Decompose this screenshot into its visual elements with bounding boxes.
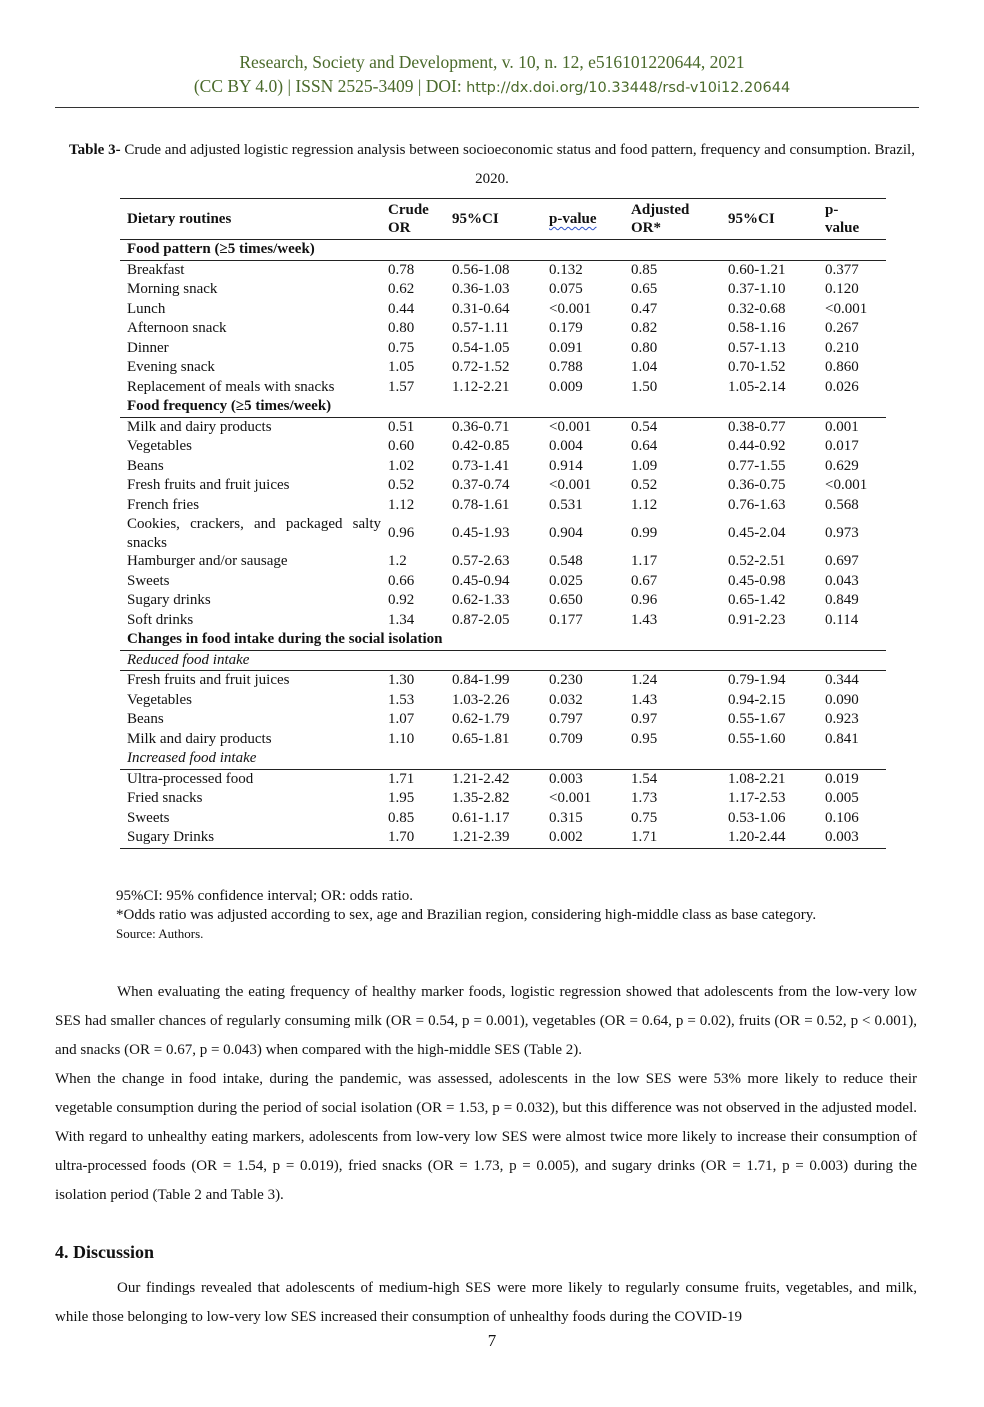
table-row [120,611,886,631]
ci-adjusted: 0.76-1.63 [728,496,786,513]
table-notes [116,887,816,942]
subsection-increased-intake-title: Increased food intake [120,749,886,769]
pvalue-adjusted: 0.344 [825,672,859,688]
crude-or: 1.70 [381,828,445,848]
ci-adjusted: 0.55-1.60 [728,730,786,747]
pvalue-crude: <0.001 [549,477,592,493]
results-paragraph-2: When the change in food intake, during the pandemic, was assessed, adolescents in the low SES were 53% more likely to reduce their vegetable consumption during the period of social isolation (OR = 1.53, p = 0.032), but this difference was not observed in the adjusted model. With regard to unhealthy eating markers, adolescents from low-very low SES were almost twice more likely to increase their consumption of ultra-processed foods (OR = 1.54, p = 0.019), fried snacks (OR = 1.73, p = 0.005), and sugary drinks (OR = 1.71, p = 0.003) during the isolation period (Table 2 and Table 3). [55,1071,917,1203]
crude-or: 1.30 [388,672,415,688]
crude-or: 0.80 [388,320,415,336]
adjusted-or: 1.54 [631,770,658,787]
section-food-pattern-title: Food pattern (≥5 times/week) [120,240,886,261]
ci-adjusted: 0.79-1.94 [728,672,786,688]
table-row [120,260,886,280]
row-label: Sugary drinks [127,592,211,608]
ci-adjusted: 0.52-2.51 [728,553,786,569]
ci-crude: 0.45-0.94 [452,572,510,589]
ci-crude: 1.21-2.42 [452,770,510,787]
table-row [120,339,886,359]
adjusted-or: 1.71 [624,828,721,848]
table-caption-label: Table 3- [69,142,121,158]
pvalue-adjusted: 0.568 [825,496,859,513]
pvalue-crude: 0.025 [549,572,583,589]
row-label: Sugary Drinks [120,828,381,848]
ci-crude: 0.42-0.85 [452,438,510,454]
crude-or: 0.92 [388,592,415,608]
pvalue-adjusted: 0.210 [825,339,859,356]
pvalue-crude: 0.914 [549,457,583,474]
section-changes-intake-title: Changes in food intake during the social isolation [120,630,886,650]
ci-adjusted: 0.55-1.67 [728,711,786,727]
pvalue-adjusted: 0.697 [825,553,859,569]
pvalue-crude: 0.003 [549,770,583,787]
pvalue-adjusted: 0.017 [825,438,859,454]
table-row [120,789,886,809]
adjusted-or: 0.80 [631,339,658,356]
col-header-adjusted-or: Adjusted OR* [624,199,721,240]
pvalue-crude: <0.001 [549,300,592,317]
table-caption [60,136,924,194]
ci-crude: 0.36-1.03 [452,281,510,297]
adjusted-or: 1.43 [631,611,658,628]
section-changes-intake [120,630,886,650]
ci-crude: 0.56-1.08 [452,261,510,278]
ci-adjusted: 0.77-1.55 [728,457,786,474]
table-row [120,730,886,750]
table-row [120,358,886,378]
ci-adjusted: 0.65-1.42 [728,592,786,608]
ci-adjusted: 0.45-0.98 [728,572,786,589]
section-heading-discussion: 4. Discussion [55,1242,155,1262]
pvalue-adjusted: 0.114 [825,611,859,628]
crude-or: 0.52 [388,477,415,493]
ci-adjusted: 0.32-0.68 [728,300,786,317]
row-label: Hamburger and/or sausage [127,553,288,569]
pvalue-crude: 0.650 [549,592,583,608]
row-label: Ultra-processed food [127,770,254,787]
pvalue-adjusted: 0.005 [825,790,859,806]
regression-table [120,198,886,849]
crude-or: 0.51 [388,418,415,435]
crude-or: 1.34 [388,611,415,628]
col-header-pvalue-adjusted: p- value [818,199,886,240]
pvalue-crude: 0.177 [549,611,583,628]
crude-or: 0.96 [388,525,415,542]
adjusted-or: 0.82 [631,320,658,336]
pvalue-crude: 0.032 [549,691,583,708]
ci-crude: 1.03-2.26 [452,691,510,708]
crude-or: 1.10 [388,730,415,747]
adjusted-or: 0.64 [631,438,658,454]
ci-crude: 0.62-1.33 [452,592,510,608]
crude-or: 1.71 [388,770,415,787]
crude-or: 1.53 [388,691,415,708]
ci-adjusted: 0.36-0.75 [728,477,786,493]
crude-or: 1.2 [388,553,407,569]
pvalue-adjusted: 0.003 [818,828,886,848]
adjusted-or: 1.43 [631,691,658,708]
pvalue-adjusted: 0.377 [825,261,859,278]
note-source: Source: Authors. [116,926,204,941]
pvalue-crude: 0.531 [549,496,583,513]
adjusted-or: 0.65 [631,281,658,297]
ci-adjusted: 0.58-1.16 [728,320,786,336]
adjusted-or: 1.73 [631,790,658,806]
adjusted-or: 1.12 [631,496,658,513]
row-label: Fresh fruits and fruit juices [127,672,290,688]
pvalue-crude: 0.548 [549,553,583,569]
results-paragraph-1: When evaluating the eating frequency of healthy marker foods, logistic regression showed that adolescents from the low-very low SES had smaller chances of regularly consuming milk (OR = 0.54, p = 0.001), vegetables (OR = 0.64, p = 0.02), fruits (OR = 0.52, p < 0.001), and snacks (OR = 0.67, p = 0.043) when compared with the high-middle SES (Table 2). [55,984,917,1058]
note-abbreviations: 95%CI: 95% confidence interval; OR: odds ratio. [116,888,414,904]
ci-crude: 0.72-1.52 [452,359,510,375]
pvalue-adjusted: 0.267 [825,320,859,336]
table-row [120,828,886,848]
row-label: Milk and dairy products [127,730,272,747]
row-label: Fresh fruits and fruit juices [127,477,290,493]
subsection-reduced-intake [120,650,886,671]
ci-adjusted: 0.60-1.21 [728,261,786,278]
ci-crude: 0.57-2.63 [452,553,510,569]
pvalue-adjusted: 0.860 [825,359,859,375]
row-label: Vegetables [127,438,192,454]
table-row [120,515,886,552]
table-row [120,552,886,572]
table-row [120,591,886,611]
pvalue-crude: 0.075 [549,281,583,297]
crude-or: 1.12 [388,496,415,513]
crude-or: 0.60 [388,438,415,454]
crude-or: 0.44 [388,300,415,317]
table-header-row [120,199,886,240]
col-header-ci-adjusted: 95%CI [721,199,818,240]
ci-crude: 0.57-1.11 [452,320,509,336]
pvalue-adjusted: 0.923 [825,711,859,727]
crude-or: 1.05 [388,359,415,375]
row-label: Milk and dairy products [127,418,272,435]
row-label: Fried snacks [127,790,203,806]
crude-or: 0.62 [388,281,415,297]
pvalue-adjusted: 0.090 [825,691,859,708]
ci-crude: 0.31-0.64 [452,300,510,317]
ci-crude: 0.37-0.74 [452,477,510,493]
subsection-reduced-intake-title: Reduced food intake [120,650,886,671]
pvalue-crude: 0.132 [549,261,583,278]
row-label: Cookies, crackers, and packaged salty snacks [127,516,381,551]
col-header-crude-or: Crude OR [381,199,445,240]
table-row [120,280,886,300]
ci-adjusted: 0.45-2.04 [728,525,786,542]
ci-crude: 0.73-1.41 [452,457,510,474]
ci-crude: 0.62-1.79 [452,711,510,727]
row-label: Afternoon snack [127,320,227,336]
row-label: Morning snack [127,281,218,297]
pvalue-crude: 0.315 [549,809,583,826]
table-row [120,457,886,477]
header-divider [55,107,919,108]
adjusted-or: 0.97 [631,711,658,727]
pvalue-crude: 0.709 [549,730,583,747]
pvalue-crude: 0.788 [549,359,583,375]
ci-crude: 0.87-2.05 [452,611,510,628]
pvalue-adjusted: 0.973 [825,525,859,542]
pvalue-adjusted: 0.849 [825,592,859,608]
adjusted-or: 0.52 [631,477,658,493]
ci-adjusted: 0.94-2.15 [728,691,786,708]
ci-crude: 1.12-2.21 [452,378,510,395]
ci-adjusted: 1.17-2.53 [728,790,786,806]
adjusted-or: 0.67 [631,572,658,589]
adjusted-or: 0.47 [631,300,658,317]
row-label: Beans [127,711,164,727]
crude-or: 1.02 [388,457,415,474]
discussion-paragraph-1: Our findings revealed that adolescents of medium-high SES were more likely to regularly consume fruits, vegetables, and milk, while those belonging to low-very low SES increased their consumption of unhealthy foods during the COVID-19 [55,1280,917,1325]
table-row [120,300,886,320]
ci-adjusted: 0.91-2.23 [728,611,786,628]
row-label: Sweets [127,572,170,589]
pvalue-adjusted: 0.043 [825,572,859,589]
section-food-frequency [120,397,886,417]
crude-or: 0.78 [388,261,415,278]
table-row [120,496,886,516]
ci-crude: 0.78-1.61 [452,496,510,513]
note-adjustment: *Odds ratio was adjusted according to sex, age and Brazilian region, considering high-middle class as base category. [116,907,817,923]
pvalue-adjusted: 0.841 [825,730,859,747]
table-row [120,710,886,730]
row-label: Sweets [127,809,170,826]
ci-adjusted: 0.57-1.13 [728,339,786,356]
pvalue-crude: 0.179 [549,320,583,336]
pvalue-label: p-value [549,211,597,227]
crude-or: 1.95 [388,790,415,806]
crude-or: 0.75 [388,339,415,356]
pvalue-crude: <0.001 [549,418,592,435]
ci-crude: 1.21-2.39 [445,828,542,848]
pvalue-crude: 0.797 [549,711,583,727]
adjusted-or: 1.50 [631,378,658,395]
license-issn: (CC BY 4.0) | ISSN 2525-3409 | DOI: [193,76,467,96]
pvalue-adjusted: <0.001 [825,477,868,493]
row-label: French fries [127,496,200,513]
table-row [120,671,886,691]
ci-crude: 0.36-0.71 [452,418,510,435]
col-header-routine: Dietary routines [120,199,381,240]
table-row [120,437,886,457]
ci-crude: 0.65-1.81 [452,730,510,747]
adjusted-or: 1.04 [631,359,658,375]
row-label: Replacement of meals with snacks [127,378,335,395]
pvalue-crude: 0.230 [549,672,583,688]
ci-adjusted: 1.05-2.14 [728,378,786,395]
pvalue-adjusted: 0.026 [825,378,859,395]
ci-adjusted: 0.70-1.52 [728,359,786,375]
col-header-pvalue-crude [542,199,624,240]
ci-crude: 0.45-1.93 [452,525,510,542]
pvalue-adjusted: 0.106 [825,809,859,826]
table-row [120,809,886,829]
pvalue-crude: 0.091 [549,339,583,356]
row-label: Soft drinks [127,611,194,628]
pvalue-adjusted: 0.019 [825,770,859,787]
adjusted-or: 0.95 [631,730,658,747]
table-row [120,378,886,398]
col-header-ci-crude: 95%CI [445,199,542,240]
table-caption-text: Crude and adjusted logistic regression analysis between socioeconomic status and food pattern, frequency and consumption. Brazil, 2020. [120,142,915,187]
adjusted-or: 1.17 [631,553,658,569]
pvalue-adjusted: <0.001 [825,300,868,317]
pvalue-crude: 0.002 [542,828,624,848]
crude-or: 1.07 [388,711,415,727]
ci-crude: 0.61-1.17 [452,809,510,826]
ci-adjusted: 1.20-2.44 [721,828,818,848]
row-label: Vegetables [127,691,192,708]
row-label: Dinner [127,339,169,356]
ci-crude: 0.84-1.99 [452,672,510,688]
journal-citation: Research, Society and Development, v. 10, n. 12, e516101220644, 2021 [239,52,745,72]
table-row [120,476,886,496]
doi-link[interactable]: http://dx.doi.org/10.33448/rsd-v10i12.20644 [466,80,791,96]
pvalue-crude: 0.004 [549,438,583,454]
pvalue-crude: <0.001 [549,790,592,806]
ci-adjusted: 0.37-1.10 [728,281,786,297]
adjusted-or: 1.09 [631,457,658,474]
table-row [120,417,886,437]
ci-adjusted: 0.53-1.06 [728,809,786,826]
ci-crude: 1.35-2.82 [452,790,510,806]
ci-crude: 0.54-1.05 [452,339,510,356]
pvalue-adjusted: 0.629 [825,457,859,474]
table-row [120,769,886,789]
row-label: Lunch [127,300,166,317]
ci-adjusted: 0.38-0.77 [728,418,786,435]
crude-or: 0.85 [388,809,415,826]
row-label: Breakfast [127,261,185,278]
table-row [120,572,886,592]
adjusted-or: 1.24 [631,672,658,688]
page-number: 7 [487,1331,497,1350]
subsection-increased-intake [120,749,886,769]
adjusted-or: 0.75 [631,809,658,826]
journal-license-line [0,74,984,100]
table-row [120,319,886,339]
section-food-pattern [120,240,886,261]
row-label: Beans [127,457,164,474]
pvalue-adjusted: 0.001 [825,418,859,435]
ci-adjusted: 0.44-0.92 [728,438,786,454]
adjusted-or: 0.54 [631,418,658,435]
table-row [120,691,886,711]
adjusted-or: 0.85 [631,261,658,278]
pvalue-crude: 0.009 [549,378,583,395]
pvalue-adjusted: 0.120 [825,281,859,297]
ci-adjusted: 1.08-2.21 [728,770,786,787]
crude-or: 0.66 [388,572,415,589]
section-food-frequency-title: Food frequency (≥5 times/week) [120,397,886,417]
adjusted-or: 0.99 [631,525,658,542]
adjusted-or: 0.96 [631,592,658,608]
crude-or: 1.57 [388,378,415,395]
journal-header [0,50,984,100]
row-label: Evening snack [127,359,215,375]
pvalue-crude: 0.904 [549,525,583,542]
